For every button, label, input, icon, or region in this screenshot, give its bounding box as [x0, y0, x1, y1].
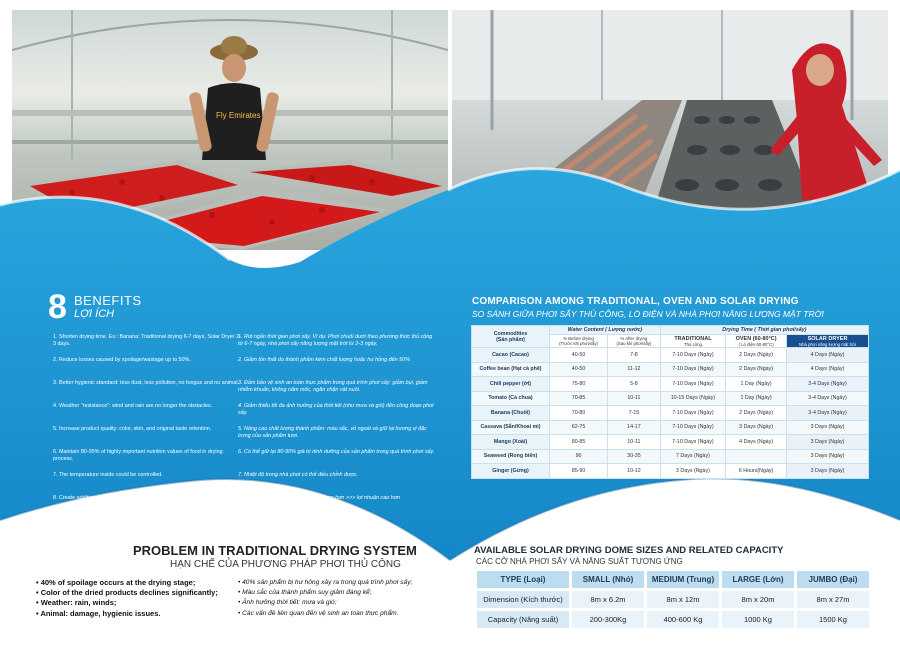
problem-item-vi: Màu sắc của thành phẩm suy giảm đáng kể;	[242, 589, 372, 597]
table-row	[477, 591, 869, 608]
after-value: 5-8	[608, 377, 661, 392]
oven-value: 2 Days (Ngày)	[726, 348, 787, 363]
after-value: 7-8	[608, 348, 661, 363]
table-row	[472, 449, 869, 464]
water-content-group	[550, 326, 661, 335]
solar-value: 3-4 Days (Ngày)	[787, 377, 869, 392]
sizes-subtitle: CÁC CỠ NHÀ PHƠI SẤY VÀ NĂNG SUẤT TƯƠNG ỨNG	[476, 557, 683, 566]
problem-item-vi: 40% sản phẩm bị hư hỏng xảy ra trong quá trình phơi sấy;	[242, 579, 413, 586]
problem-list-english	[36, 578, 218, 619]
comparison-subtitle: SO SÁNH GIỮA PHƠI SẤY THỦ CÔNG, LÒ ĐIỆN VÀ NHÀ PHƠI NĂNG LƯỢNG MẶT TRỜI	[472, 309, 824, 319]
list-item: • 40% of spoilage occurs at the drying stage;	[36, 578, 196, 587]
traditional-label: TRADITIONAL	[674, 335, 712, 342]
before-value: 70-85	[550, 391, 608, 406]
commodity-name: Chili pepper (ớt)	[472, 377, 550, 392]
commodities-label-vi: (Sản phẩm)	[496, 336, 525, 343]
drying-time-label-vi: ( Thời gian phơi/sấy)	[754, 327, 807, 333]
problem-item: Color of the dried products declines significantly;	[40, 588, 218, 598]
sizes-table	[474, 568, 872, 631]
benefit-item-vi: 2. Giảm tồn thất do thành phẩm kém chất lượng hoặc hư hỏng đến 50%	[238, 357, 410, 363]
after-value: 30-35	[608, 449, 661, 464]
jumbo-header: JUMBO (Đại)	[797, 571, 869, 588]
list-item: • Color of the dried products declines significantly;	[36, 588, 218, 598]
benefits-list-english	[53, 334, 243, 518]
benefit-item: 3. Better hygienic standard: less dust, less pollution, no fungus and no animal.	[53, 380, 240, 386]
traditional-value: 7-10 Days (Ngày)	[660, 435, 725, 450]
commodity-name: Tomato (Cà chua)	[472, 391, 550, 406]
table-row	[472, 348, 869, 363]
benefit-item-vi: 7. Nhiệt độ trong nhà phơi có thể điều chỉnh được.	[238, 472, 358, 478]
benefit-item-vi: 3. Đảm bảo vệ sinh an toàn thực phẩm trong quá trình phơi sấy: giảm bụi, giảm nhiễm khuẩn, không nấm mốc, ngăn chặn vật nuôi.	[238, 380, 428, 393]
solar-value: 3-4 Days (Ngày)	[787, 406, 869, 421]
table-row	[472, 377, 869, 392]
benefit-item: 5. Increase product quality: color, skin, and original taste retention.	[53, 426, 212, 432]
after-label-vi: (Sau khi phơi/sấy)	[616, 341, 652, 346]
traditional-value: 7 Days (Ngày)	[660, 449, 725, 464]
after-value: 14-17	[608, 420, 661, 435]
traditional-value: 7-10 Days (Ngày)	[660, 362, 725, 377]
large-header: LARGE (Lớn)	[722, 571, 794, 588]
after-label: % After drying	[620, 336, 648, 341]
solar-value: 3 Days (Ngày)	[787, 435, 869, 450]
traditional-value: 7-10 Days (Ngày)	[660, 406, 725, 421]
solar-value: 3 Days (Ngày)	[787, 449, 869, 464]
table-row	[472, 362, 869, 377]
traditional-value: 7-10 Days (Ngày)	[660, 420, 725, 435]
list-item: • Animal: damage, hygienic issues.	[36, 608, 161, 618]
shirt-text: Fly Emirates	[216, 111, 261, 120]
before-drying-header	[550, 335, 608, 348]
commodity-name: Coffee bean (Hạt cà phê)	[472, 362, 550, 377]
size-cell: 8m x 27m	[797, 591, 869, 608]
oven-value: 2 Days (Ngày)	[726, 406, 787, 421]
solar-value: 4 Days (Ngày)	[787, 362, 869, 377]
table-row	[472, 464, 869, 479]
table-row	[472, 420, 869, 435]
before-value: 80-85	[550, 435, 608, 450]
size-cell: 200-300Kg	[572, 611, 644, 628]
problem-list-vietnamese	[238, 578, 412, 619]
traditional-value: 3 Days (Ngày)	[660, 464, 725, 479]
before-label: % Before drying	[563, 336, 594, 341]
before-value: 62-75	[550, 420, 608, 435]
commodity-name: Cassava (Sắn/Khoai mì)	[472, 420, 550, 435]
before-label-vi: (Trước khi phơi/sấy)	[559, 341, 598, 346]
before-value: 85-90	[550, 464, 608, 479]
benefits-title: BENEFITS	[74, 293, 142, 308]
list-item: • Màu sắc của thành phẩm suy giảm đáng kể;	[238, 589, 372, 597]
water-content-label: Water Content	[567, 327, 604, 333]
solar-value: 3 Days (Ngày)	[787, 420, 869, 435]
oven-label-vi: ( Lò điện 60-80°C)	[738, 341, 774, 347]
commodities-header	[472, 326, 550, 348]
size-cell: 8m x 6.2m	[572, 591, 644, 608]
table-header-row	[477, 571, 869, 588]
commodity-name: Banana (Chuối)	[472, 406, 550, 421]
problem-item: Animal: damage, hygienic issues.	[40, 608, 161, 618]
benefit-item: 4. Weather "resistance": wind and rain are no longer the obstacles.	[53, 403, 213, 409]
medium-header: MEDIUM (Trung)	[647, 571, 719, 588]
problem-subtitle: HẠN CHẾ CỦA PHƯƠNG PHÁP PHƠI THỦ CÔNG	[170, 559, 401, 570]
after-drying-header	[608, 335, 661, 348]
commodity-name: Mango (Xoài)	[472, 435, 550, 450]
before-value: 70-80	[550, 406, 608, 421]
traditional-header	[660, 335, 725, 348]
traditional-value: 7-10 Days (Ngày)	[660, 348, 725, 363]
before-value: 75-80	[550, 377, 608, 392]
sizes-title: AVAILABLE SOLAR DRYING DOME SIZES AND RELATED CAPACITY	[474, 545, 784, 556]
type-header: TYPE (Loại)	[477, 571, 569, 588]
oven-header	[726, 335, 787, 348]
benefits-list-vietnamese	[238, 334, 438, 518]
benefit-item-vi: 8. Tạo ra giá trị bổ sung: chất lượng cao hơn >>> lợi nhuận cao hơn	[238, 495, 400, 501]
benefit-item: 6. Maintain 80-95% of highly important nutrition values of food in drying process.	[53, 449, 223, 462]
solar-value: 3-4 Days (Ngày)	[787, 391, 869, 406]
benefit-item-vi: 4. Giảm thiểu tối đa ảnh hưởng của thời tiết (như mưa và gió) đến công đoạn phơi sấy.	[238, 403, 434, 416]
size-cell: 400-600 Kg	[647, 611, 719, 628]
small-header: SMALL (Nhỏ)	[572, 571, 644, 588]
benefits-subtitle: LỢI ÍCH	[74, 308, 115, 320]
oven-value: 3 Days (Ngày)	[726, 420, 787, 435]
comparison-table	[471, 325, 869, 479]
commodity-name: Seaweed (Rong biển)	[472, 449, 550, 464]
table-row	[477, 611, 869, 628]
table-row	[472, 391, 869, 406]
solar-label: SOLAR DRYER	[807, 335, 848, 342]
commodities-label: Commodities	[493, 330, 528, 337]
benefit-item: 7. The temperature inside could be controlled.	[53, 472, 163, 478]
before-value: 40-50	[550, 348, 608, 363]
benefit-item-vi: 1. Rút ngắn thời gian phơi sấy. Ví dụ: Phơi chuối dưới theo phương thức thủ công từ 6-7 ngày, nhà phơi sấy năng lượng mặt trời từ 2-3 ngày.	[238, 334, 433, 347]
commodity-name: Cacao (Cacao)	[472, 348, 550, 363]
benefit-item: 8. Create additional value. Higher quality >>> higher margin.	[53, 495, 197, 501]
size-cell: 8m x 12m	[647, 591, 719, 608]
oven-label: OVEN (60-80°C)	[735, 335, 777, 342]
problem-item: Weather: rain, winds;	[40, 598, 117, 608]
after-value: 10-11	[608, 435, 661, 450]
after-value: 10-11	[608, 391, 661, 406]
drying-time-group	[660, 326, 868, 335]
list-item: • Ảnh hưởng thời tiết: mưa và gió;	[238, 599, 337, 607]
comparison-title: COMPARISON AMONG TRADITIONAL, OVEN AND SOLAR DRYING	[472, 296, 799, 307]
oven-value: 1 Day (Ngày)	[726, 391, 787, 406]
benefit-item: 2. Reduce losses caused by spoilage/wastage up to 50%.	[53, 357, 191, 363]
oven-value: 4 Days (Ngày)	[726, 435, 787, 450]
dimension-label: Dimension (Kích thước)	[477, 591, 569, 608]
problem-item: 40% of spoilage occurs at the drying stage;	[40, 578, 196, 587]
problem-title: PROBLEM IN TRADITIONAL DRYING SYSTEM	[133, 543, 417, 558]
water-content-label-vi: ( Lượng nước)	[605, 327, 643, 333]
solar-header	[787, 335, 869, 348]
list-item: • Các vấn đề liên quan đến vệ sinh an toàn thực phẩm.	[238, 609, 399, 617]
table-row	[472, 435, 869, 450]
after-value: 7-15	[608, 406, 661, 421]
before-value: 40-50	[550, 362, 608, 377]
problem-item-vi: Ảnh hưởng thời tiết: mưa và gió;	[242, 599, 337, 607]
size-cell: 1000 Kg	[722, 611, 794, 628]
oven-value: 1 Day (Ngày)	[726, 377, 787, 392]
drying-time-label: Drying Time	[722, 327, 753, 333]
benefit-item-vi: 5. Nâng cao chất lượng thành phẩm: màu sắc, vỏ ngoài và giữ lại hương vị đặc trưng của sản phẩm tươi.	[238, 426, 427, 439]
size-cell: 1500 Kg	[797, 611, 869, 628]
traditional-value: 10-15 Days (Ngày)	[660, 391, 725, 406]
oven-value	[726, 449, 787, 464]
capacity-label: Capacity (Năng suất)	[477, 611, 569, 628]
after-value: 10-12	[608, 464, 661, 479]
traditional-value: 7-10 Days (Ngày)	[660, 377, 725, 392]
oven-value: 2 Days (Ngày)	[726, 362, 787, 377]
list-item: • 40% sản phẩm bị hư hỏng xảy ra trong quá trình phơi sấy;	[238, 579, 413, 586]
size-cell: 8m x 20m	[722, 591, 794, 608]
solar-value: 4 Days (Ngày)	[787, 348, 869, 363]
solar-label-vi: Nhà phơi năng lượng mặt trời	[799, 341, 856, 347]
after-value: 11-12	[608, 362, 661, 377]
benefits-number: 8	[48, 288, 67, 326]
traditional-label-vi: Thủ công	[683, 341, 702, 347]
benefit-item: 1. Shorten drying time. Ex.: Banana: Traditional drying 6-7 days, Solar Dryer 2-3 days.	[53, 334, 241, 347]
before-value: 90	[550, 449, 608, 464]
oven-value: 6 Hours(Ngày)	[726, 464, 787, 479]
problem-item-vi: Các vấn đề liên quan đến vệ sinh an toàn thực phẩm.	[242, 609, 399, 617]
commodity-name: Ginger (Gừng)	[472, 464, 550, 479]
list-item: • Weather: rain, winds;	[36, 598, 117, 608]
table-row	[472, 406, 869, 421]
benefit-item-vi: 6. Có thể giữ lại 80-90% giá trị dinh dưỡng của sản phẩm trong quá trình phơi sấy.	[238, 449, 435, 455]
solar-value: 3 Days (Ngày)	[787, 464, 869, 479]
